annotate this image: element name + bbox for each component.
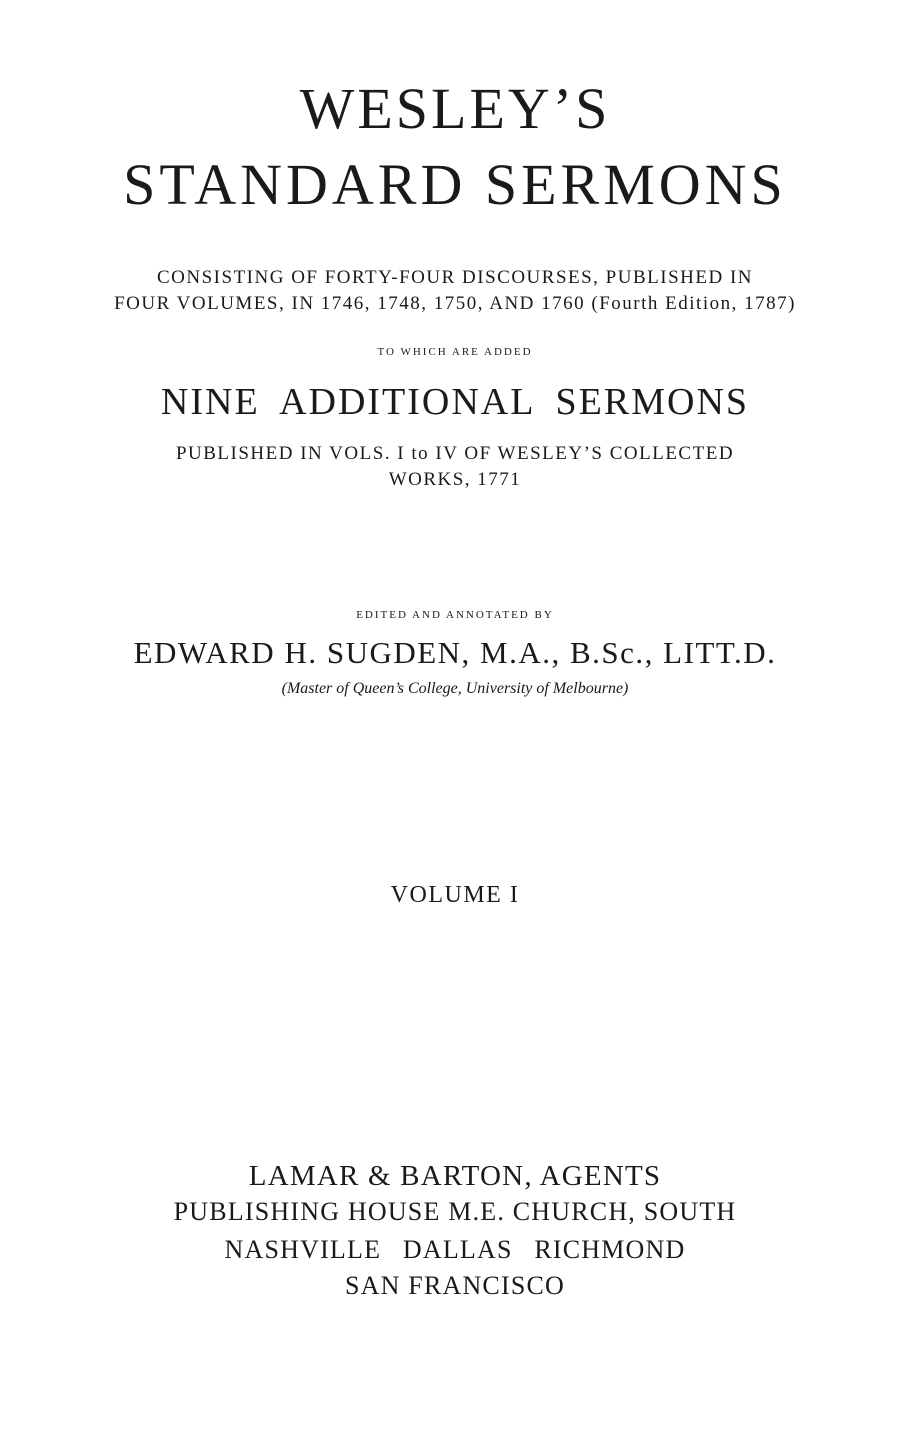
volume-label: VOLUME I [390, 882, 520, 908]
editor-affiliation: (Master of Queen’s College, University of Melbourne) [281, 680, 629, 697]
imprint-line-1: LAMAR & BARTON, AGENTS [248, 1160, 662, 1192]
additional-sermons-title: NINE ADDITIONAL SERMONS [160, 381, 750, 423]
added-note: TO WHICH ARE ADDED [377, 346, 533, 358]
imprint-line-4: SAN FRANCISCO [344, 1271, 566, 1300]
imprint-line-2: PUBLISHING HOUSE M.E. CHURCH, SOUTH [173, 1197, 737, 1226]
main-title-line-1: WESLEY’S [299, 76, 611, 141]
subtitle-line-1: CONSISTING OF FORTY-FOUR DISCOURSES, PUBLISHED IN [157, 267, 753, 288]
main-title-line-2: STANDARD SERMONS [123, 152, 787, 217]
published-line-1: PUBLISHED IN VOLS. I to IV OF WESLEY’S COLLECTED [175, 443, 735, 464]
subtitle-line-2: FOUR VOLUMES, IN 1746, 1748, 1750, AND 1760 (Fourth Edition, 1787) [114, 293, 796, 314]
editor-name: EDWARD H. SUGDEN, M.A., B.Sc., LITT.D. [133, 635, 777, 670]
edited-note: EDITED AND ANNOTATED BY [356, 609, 554, 621]
imprint-line-3: NASHVILLE DALLAS RICHMOND [224, 1235, 686, 1264]
published-line-2: WORKS, 1771 [388, 469, 522, 490]
